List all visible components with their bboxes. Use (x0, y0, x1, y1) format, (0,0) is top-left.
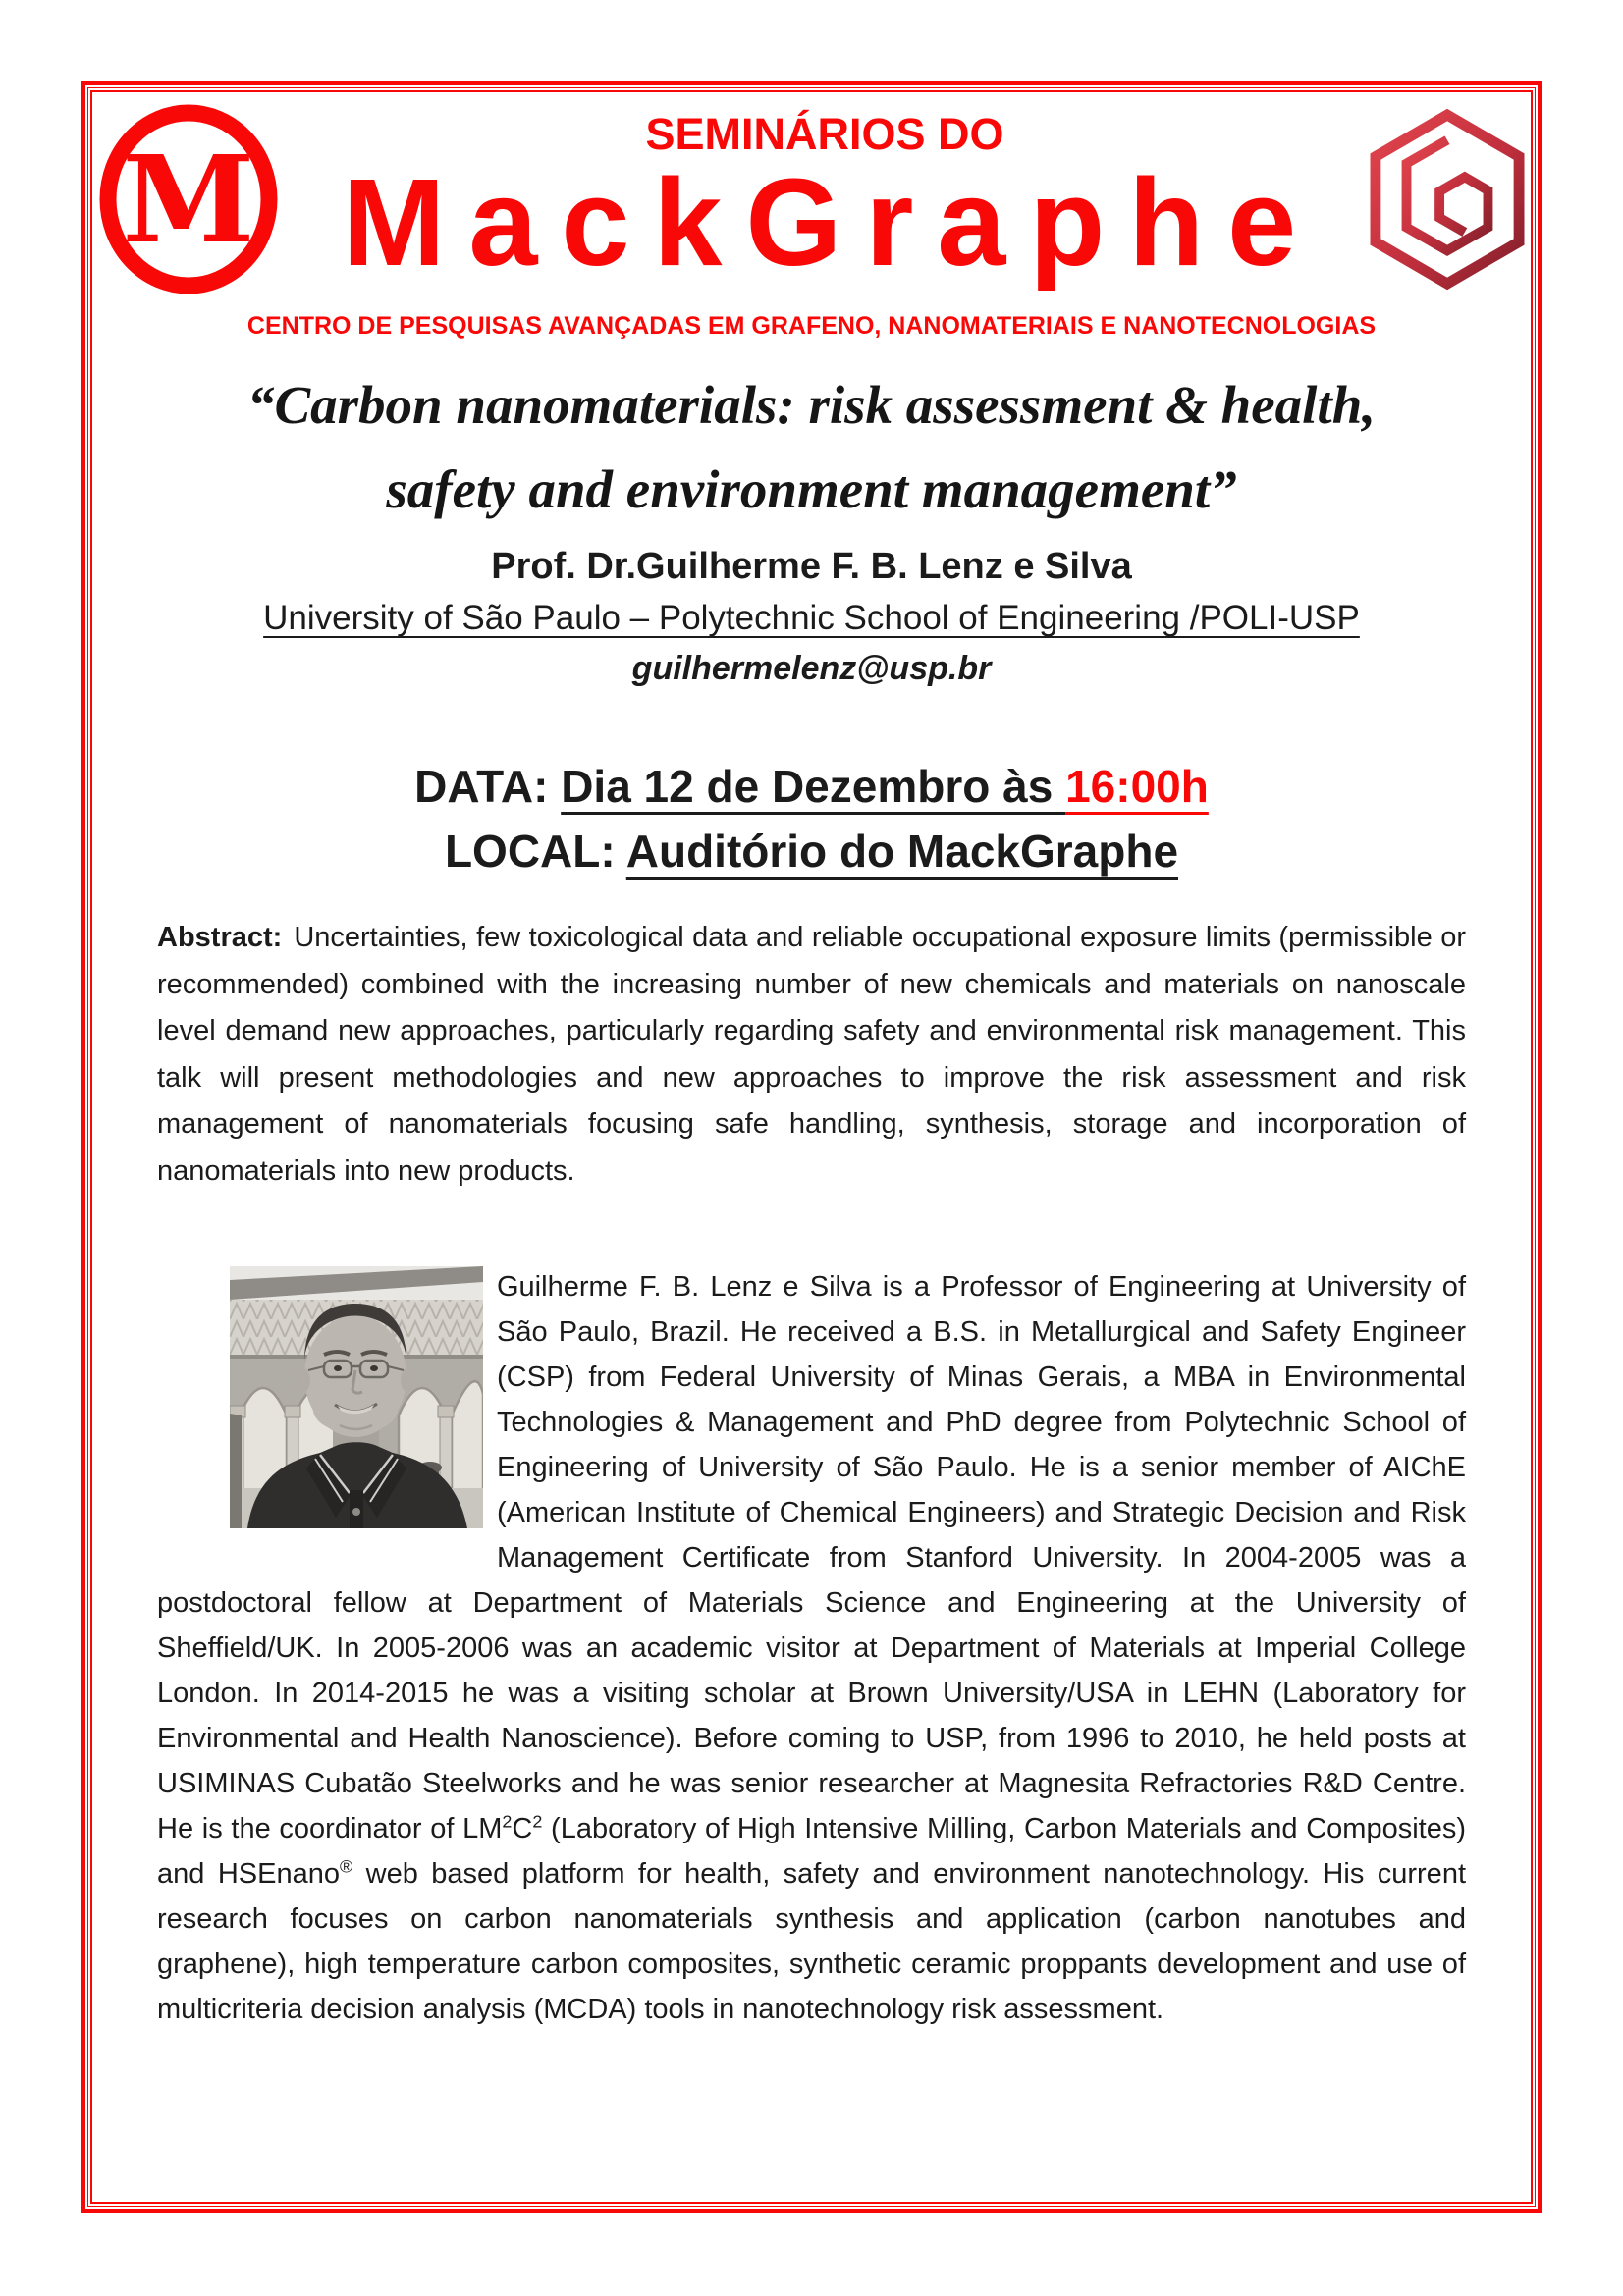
abstract-text: Uncertainties, few toxicological data and reliable occupational exposure limits (permissible or recommended) combined with the increasing number of new chemicals and materials on nanoscale level demand new approaches, particularly regarding safety and environmental risk management. This talk will present methodologies and new approaches to improve the risk assessment and risk management of nanomaterials focusing safe handling, synthesis, storage and incorporation of nanomaterials into new products. (157, 922, 1466, 1187)
abstract-label: Abstract: (157, 922, 283, 953)
location-value: Auditório do MackGraphe (625, 826, 1179, 877)
bio-sup-2a: 2 (502, 1811, 513, 1832)
bio-paragraph (157, 1264, 1466, 2032)
location-label: LOCAL: (444, 826, 626, 877)
talk-title-line2: safety and environment management” (386, 459, 1237, 519)
date-value: Dia 12 de Dezembro às (561, 761, 1066, 812)
speaker-name: Prof. Dr.Guilherme F. B. Lenz e Silva (491, 546, 1132, 587)
bio-text-1: Guilherme F. B. Lenz e Silva is a Professor of Engineering at University of São Paulo, Brazil. He received a B.S. in Metallurgical and Safety Engineer (CSP) from Federal University of Minas Gerais, a MBA in Environmental Technologies & Management and PhD degree from Polytechnic School of Engineering of University of São Paulo. He is a senior member of AIChE (American Institute of Chemical Engineers) and Strategic Decision and Risk Management Certificate from Stanford University. In 2004-2005 was a postdoctoral fellow at Department of Materials Science and Engineering at the University of Sheffield/UK. In 2005-2006 was an academic visitor at Department of Materials at Imperial College London. In 2014-2015 he was a visiting scholar at Brown University/USA in LEHN (Laboratory for Environmental and Health Nanoscience). Before coming to USP, from 1996 to 2010, he held posts at USIMINAS Cubatão Steelworks and he was senior researcher at Magnesita Refractories R&D Centre. He is the coordinator of LM (157, 1271, 1466, 1844)
date-time: 16:00h (1065, 761, 1209, 812)
date-label: DATA: (414, 761, 562, 812)
mackgraphe-hexagon-logo-icon (1370, 108, 1525, 291)
talk-title (157, 363, 1466, 532)
bio-sup-registered: ® (339, 1856, 353, 1877)
mackenzie-m-logo-icon (98, 104, 280, 295)
bio-sup-2b: 2 (532, 1811, 543, 1832)
event-location-line (157, 819, 1466, 883)
seminar-series-label: SEMINÁRIOS DO (645, 109, 1004, 159)
brand-title: MackGraphe (342, 153, 1321, 292)
center-subtitle: CENTRO DE PESQUISAS AVANÇADAS EM GRAFENO, NANOMATERIAIS E NANOTECNOLOGIAS (246, 312, 1377, 340)
event-details (157, 754, 1466, 883)
affiliation-text: University of São Paulo – Polytechnic School of Engineering /POLI-USP (263, 599, 1360, 637)
event-date-line (157, 754, 1466, 819)
talk-title-line1: “Carbon nanomaterials: risk assessment & health, (246, 375, 1377, 435)
speaker-photo (230, 1266, 483, 1528)
bio-text-3: web based platform for health, safety and environment nanotechnology. His current research focuses on carbon nanomaterials synthesis and application (carbon nanotubes and graphene), high temperature carbon composites, synthetic ceramic proppants development and use of multicriteria decision analysis (MCDA) tools in nanotechnology risk assessment. (157, 1858, 1467, 2025)
speaker-affiliation (157, 599, 1466, 638)
header-titles (280, 100, 1370, 292)
bio-text-2: (Laboratory of High Intensive Milling, Carbon Materials and Composites) and HSEnano (157, 1813, 1466, 1890)
logo-letter: M (122, 129, 255, 270)
header (98, 100, 1525, 295)
bio-text-c: C (512, 1813, 533, 1844)
speaker-email: guilhermelenz@usp.br (631, 650, 992, 687)
abstract-paragraph (157, 915, 1466, 1195)
